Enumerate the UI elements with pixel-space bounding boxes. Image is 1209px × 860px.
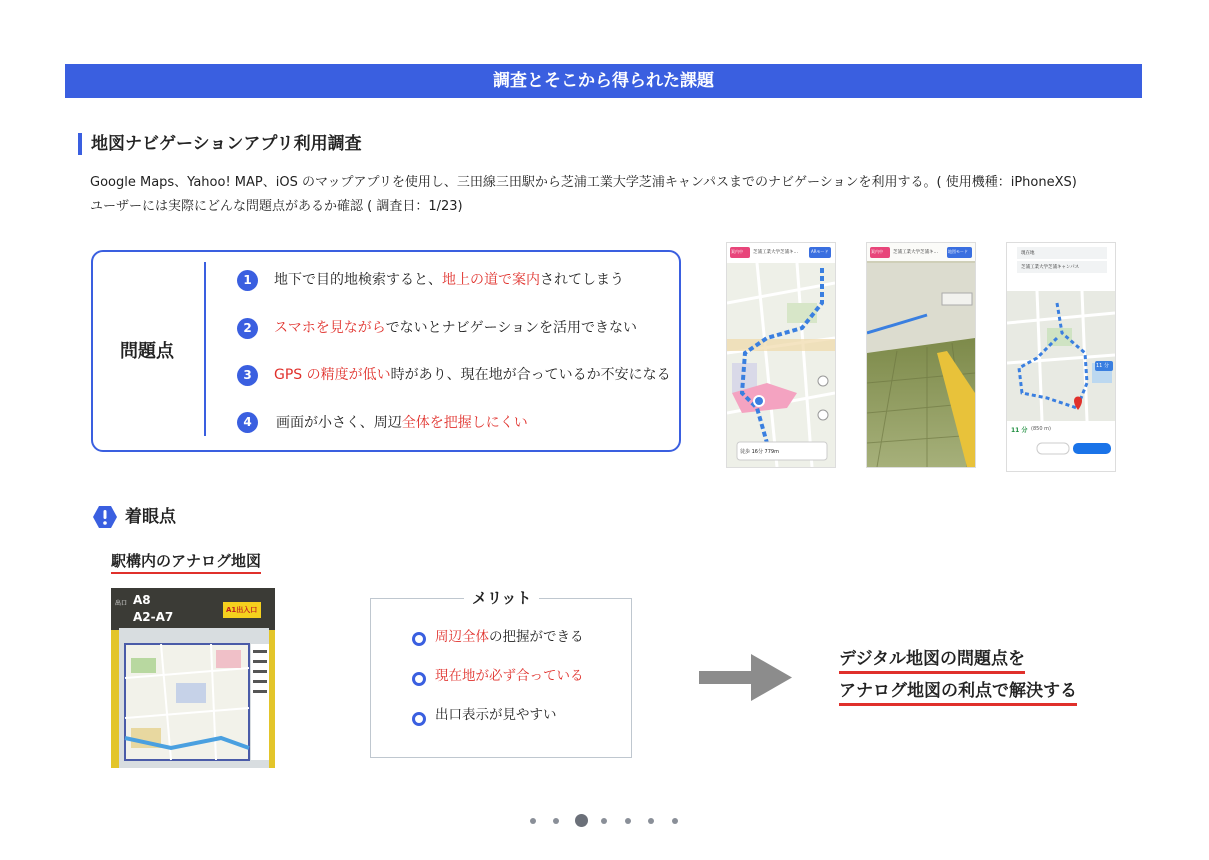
focus-title: 着眼点 — [125, 507, 176, 527]
problem-highlight: GPS の精度が低い — [274, 367, 391, 383]
bullet-icon — [412, 712, 426, 726]
ar-illustration — [867, 243, 975, 467]
status-badge: 案内中 — [871, 249, 883, 254]
survey-heading: 地図ナビゲーションアプリ利用調査 — [78, 133, 362, 155]
route-distance: (850 m) — [1031, 426, 1051, 432]
problems-divider — [204, 262, 206, 436]
problem-item-4 — [276, 413, 528, 433]
merit-item-3 — [435, 706, 557, 724]
problem-number-1: 1 — [237, 270, 258, 291]
analog-map-label: 駅構内のアナログ地図 — [111, 551, 261, 574]
problem-text: でないとナビゲーションを活用できない — [385, 320, 638, 336]
problem-text: 地下で目的地検索すると、 — [274, 272, 442, 288]
problems-title: 問題点 — [120, 341, 174, 362]
pagination-dot[interactable] — [553, 818, 559, 824]
map-mode-button[interactable]: 地図モード — [948, 249, 968, 254]
destination-label: 芝浦工業大学芝浦キ… — [893, 250, 938, 255]
route-time-badge: 11 分 — [1096, 363, 1109, 369]
conclusion-line-1: デジタル地図の問題点を — [839, 648, 1025, 674]
bullet-icon — [412, 672, 426, 686]
conclusion-line-2: アナログ地図の利点で解決する — [839, 680, 1077, 706]
alert-icon — [92, 505, 118, 529]
merit-item-2 — [435, 667, 584, 685]
merit-highlight: 周辺全体 — [435, 629, 489, 645]
exit-sign-a1: A1出入口 — [226, 606, 258, 614]
exit-sign-a8: A8 — [133, 593, 151, 607]
merit-text: 出口表示が見やすい — [435, 707, 557, 723]
pagination-dot[interactable] — [530, 818, 536, 824]
survey-description-line1: Google Maps、Yahoo! MAP、iOS のマップアプリを使用し、三田線三田駅から芝浦工業大学芝浦キャンパスまでのナビゲーションを利用する。( 使用機種：iPhoneXS) — [90, 175, 1077, 190]
merit-highlight: 現在地が必ず合っている — [435, 668, 584, 684]
walking-time-label: 徒歩 16分 779m — [740, 449, 779, 455]
survey-description-line2: ユーザーには実際にどんな問題点があるか確認 ( 調査日：1/23) — [90, 199, 463, 214]
analog-map-photo — [111, 588, 275, 768]
merit-title: メリット — [464, 587, 539, 609]
problem-number-2: 2 — [237, 318, 258, 339]
pagination-dot[interactable] — [648, 818, 654, 824]
merit-item-1 — [435, 628, 584, 646]
right-arrow-icon — [699, 654, 793, 701]
pagination-dot[interactable] — [625, 818, 631, 824]
ar-mode-button[interactable]: ARモード — [811, 249, 829, 254]
map-illustration-1 — [727, 243, 835, 467]
route-time: 11 分 — [1011, 427, 1028, 434]
exit-sign-a2-a7: A2-A7 — [133, 610, 174, 624]
problem-text: されてしまう — [540, 272, 624, 288]
destination-field[interactable]: 芝浦工業大学芝浦キャンパス — [1021, 265, 1080, 270]
problem-highlight: スマホを見ながら — [274, 320, 386, 336]
problem-number-3: 3 — [237, 365, 258, 386]
screenshot-yahoo-map — [726, 242, 836, 468]
screenshot-ar-view — [866, 242, 976, 468]
problem-highlight: 地上の道で案内 — [442, 272, 540, 288]
problem-item-1 — [274, 270, 624, 290]
map-illustration-3 — [1007, 243, 1115, 471]
pagination-dot-active[interactable] — [575, 814, 588, 827]
status-badge: 案内中 — [731, 249, 743, 254]
destination-label: 芝浦工業大学芝浦キ… — [753, 250, 798, 255]
origin-field[interactable]: 現在地 — [1021, 251, 1035, 256]
problem-text: 画面が小さく、周辺 — [276, 415, 402, 431]
exit-sign-label: 出口 — [115, 600, 128, 607]
bullet-icon — [412, 632, 426, 646]
problem-item-2 — [274, 318, 637, 338]
problem-item-3 — [274, 365, 671, 385]
problem-number-4: 4 — [237, 412, 258, 433]
page-header-bar: 調査とそこから得られた課題 — [65, 64, 1142, 98]
screenshot-google-maps — [1006, 242, 1116, 472]
problem-highlight: 全体を把握しにくい — [401, 415, 528, 431]
problem-text: 時があり、現在地が合っているか不安になる — [390, 367, 671, 383]
pagination-dot[interactable] — [672, 818, 678, 824]
pagination-dot[interactable] — [601, 818, 607, 824]
merit-text: の把握ができる — [489, 629, 584, 645]
